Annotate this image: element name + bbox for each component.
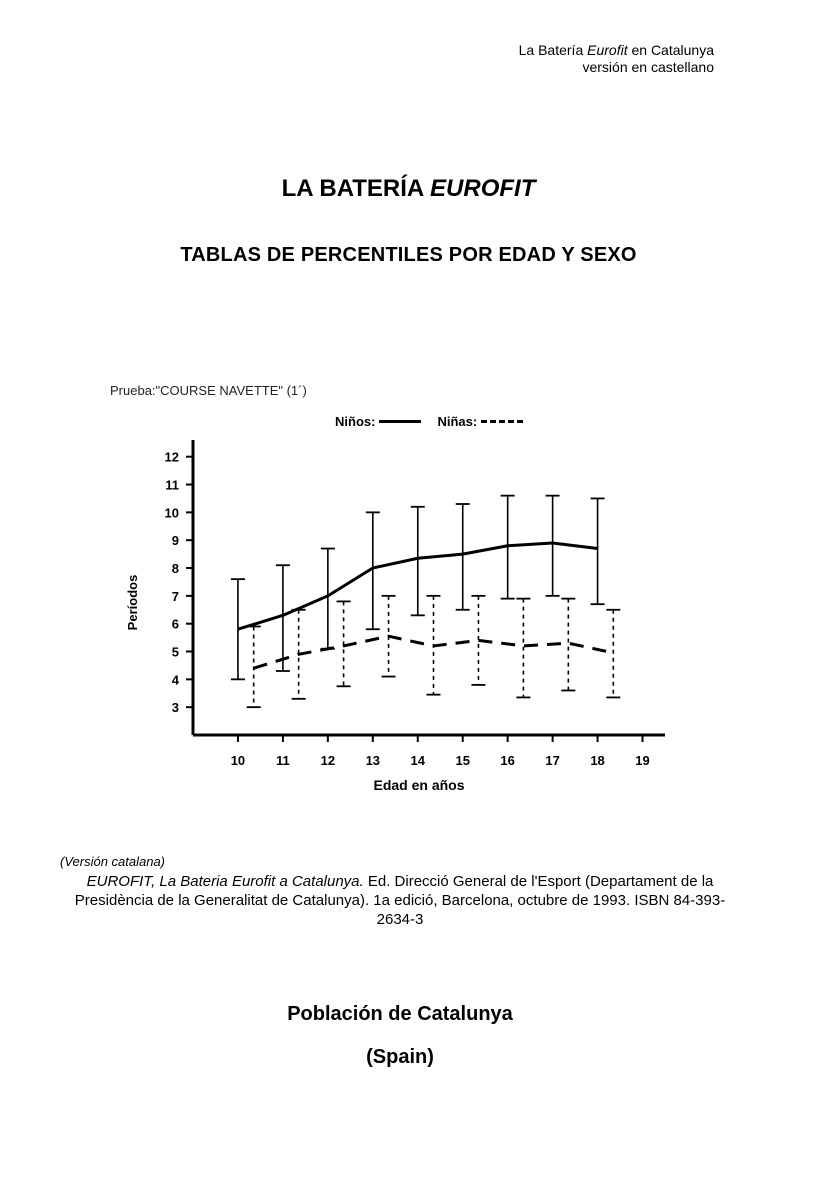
x-tick-label: 17 bbox=[545, 753, 560, 768]
x-tick-label: 19 bbox=[635, 753, 650, 768]
x-axis-label: Edad en años bbox=[373, 777, 465, 793]
chart-test-label: Prueba:"COURSE NAVETTE" (1´) bbox=[110, 383, 307, 398]
citation-reference: EUROFIT, La Bateria Eurofit a Catalunya. Ed. Direcció General de l'Esport (Departament de la Presidència de la Generalitat de Catalunya). 1a edició, Barcelona, octubre de 1993. ISBN 84-393-2634-3 bbox=[74, 873, 726, 928]
y-tick-label: 3 bbox=[171, 700, 179, 716]
x-tick-label: 15 bbox=[455, 753, 470, 768]
chart-legend bbox=[335, 414, 539, 429]
y-tick-label: 9 bbox=[171, 533, 179, 549]
country-heading: (Spain) bbox=[366, 1046, 434, 1068]
header-line-2: versión en castellano bbox=[582, 59, 714, 75]
legend-item-girls bbox=[437, 414, 523, 429]
legend-item-boys bbox=[335, 414, 421, 429]
x-tick-label: 10 bbox=[230, 753, 246, 768]
y-tick-label: 10 bbox=[164, 505, 179, 521]
page-title: LA BATERÍA EUROFIT bbox=[281, 175, 536, 202]
legend-swatch-dashed bbox=[481, 420, 523, 423]
course-navette-chart bbox=[115, 430, 685, 805]
population-heading: Población de Catalunya bbox=[287, 1003, 513, 1025]
y-tick-label: 11 bbox=[165, 477, 179, 493]
legend-label-boys: Niños: bbox=[335, 414, 376, 429]
catalan-version-note: (Versión catalana) bbox=[60, 854, 166, 869]
y-tick-label: 8 bbox=[171, 561, 179, 577]
x-tick-label: 11 bbox=[276, 753, 290, 768]
x-tick-label: 13 bbox=[365, 753, 381, 768]
y-tick-label: 4 bbox=[171, 672, 179, 688]
x-tick-label: 12 bbox=[320, 753, 336, 768]
y-tick-label: 5 bbox=[171, 644, 179, 660]
y-tick-label: 12 bbox=[164, 449, 179, 465]
running-header bbox=[519, 42, 714, 76]
header-line-1: La Batería Eurofit en Catalunya bbox=[518, 42, 714, 58]
page-subtitle: TABLAS DE PERCENTILES POR EDAD Y SEXO bbox=[180, 244, 637, 266]
y-tick-label: 7 bbox=[171, 588, 179, 604]
y-tick-label: 6 bbox=[171, 616, 179, 632]
y-axis-label: Períodos bbox=[125, 574, 140, 631]
legend-label-girls: Niñas: bbox=[437, 414, 478, 429]
legend-swatch-solid bbox=[379, 420, 421, 423]
citation-block bbox=[60, 852, 740, 929]
x-tick-label: 14 bbox=[410, 753, 425, 768]
x-tick-label: 18 bbox=[590, 753, 605, 768]
x-tick-label: 16 bbox=[500, 753, 515, 768]
